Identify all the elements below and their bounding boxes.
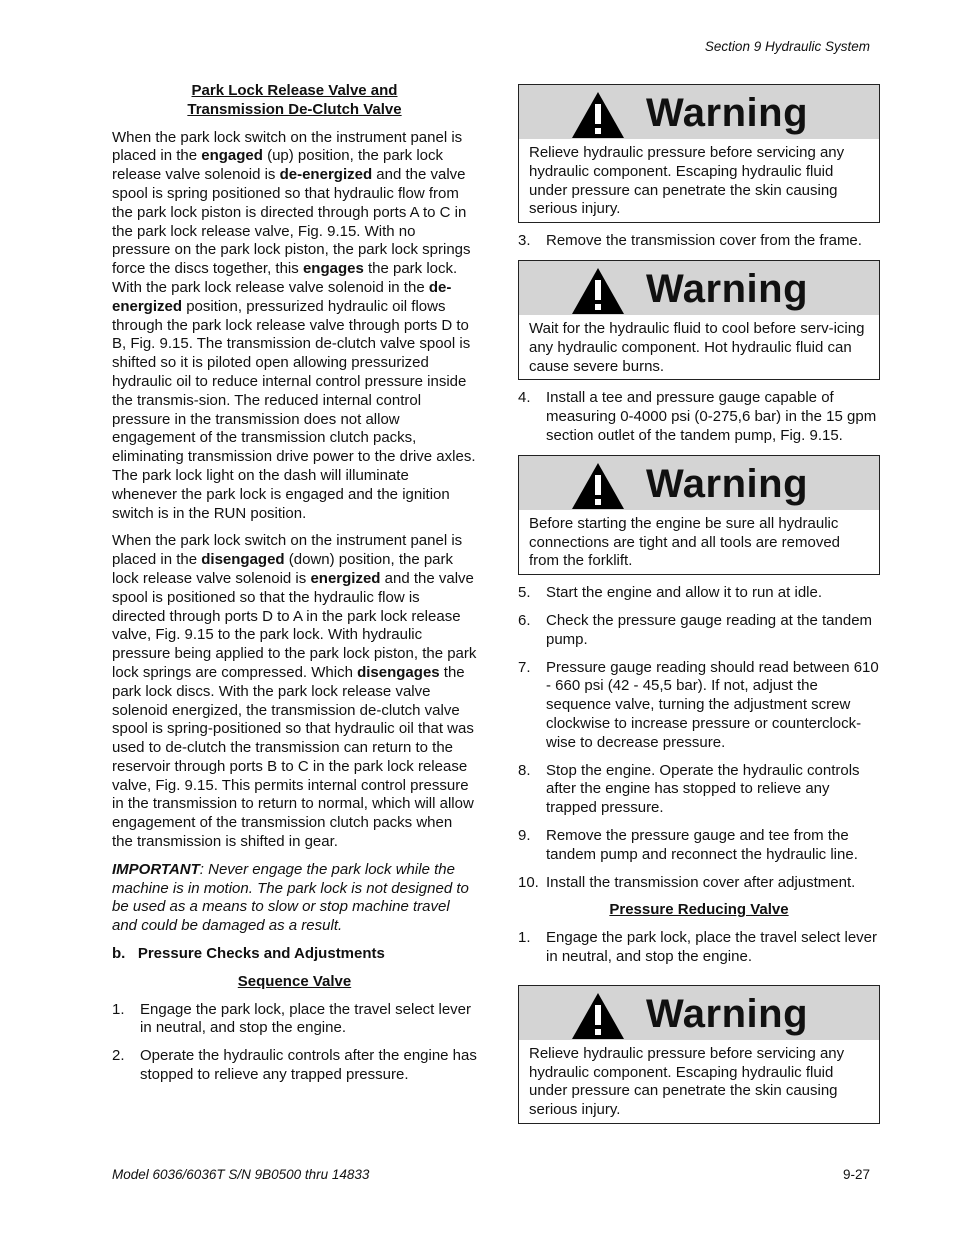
text-run: : Never engage the park lock while the machine is in motion. The park lock is not designed to be used as a means to slow or stop machine travel and could be damaged as a result. <box>112 860 469 935</box>
warning-box <box>518 260 880 380</box>
warning-box <box>518 985 880 1124</box>
step-text: Remove the transmission cover from the frame. <box>546 232 862 250</box>
step-item <box>518 389 880 445</box>
warning-text: Wait for the hydraulic fluid to cool before serv-icing any hydraulic component. Hot hydraulic fluid can cause severe burns. <box>529 319 865 375</box>
model-footer: Model 6036/6036T S/N 9B0500 thru 14833 <box>112 1167 370 1182</box>
step-number: 8. <box>518 761 531 779</box>
step-item <box>518 612 880 650</box>
step-number: 5. <box>518 584 531 602</box>
warning-triangle-icon <box>571 992 625 1040</box>
text-run: and the valve spool is positioned so that the hydraulic flow is directed through ports D to A in the park lock release valve, Fig. 9.15 to the park lock. With hydraulic pressure being applied to the park lock piston, the park lock springs are compressed. Which <box>112 569 477 681</box>
step-item <box>518 584 880 603</box>
bold-term: de-energized <box>112 278 452 315</box>
section-header: Section 9 Hydraulic System <box>704 39 870 54</box>
text-run: When the park lock switch on the instrument panel is placed in the <box>112 532 463 569</box>
step-number: 3. <box>518 232 531 250</box>
warning-text: Relieve hydraulic pressure before servicing any hydraulic component. Escaping hydraulic fluid under pressure can penetrate the skin causing serious injury. <box>529 1044 845 1119</box>
step-number: 9. <box>518 826 531 844</box>
sequence-valve-heading: Sequence Valve <box>237 972 352 990</box>
warning-triangle-icon <box>571 267 625 315</box>
pressure-checks-heading: b. Pressure Checks and Adjustments <box>112 945 385 963</box>
text-run: the park lock discs. With the park lock release valve solenoid energized, the transmission de-clutch valve spool is spring-positioned so that hydraulic oil that was used to de-clutch the transmission can return to the reservoir through ports B to C in the park lock release valve, Fig. 9.15. This permits internal control pressure in the transmission to return to normal, which will allow engagement of the transmission clutch packs when the transmission is shifted in gear. <box>112 663 474 851</box>
left-column <box>112 82 477 1094</box>
bold-term: engaged <box>201 147 263 165</box>
pressure-reducing-heading: Pressure Reducing Valve <box>609 901 789 919</box>
text-run: and the valve spool is spring positioned so that hydraulic flow from the park lock piston is directed through ports A to C in the park lock release valve, Fig. 9.15. With no pressure on the park lock piston, the park lock springs force the discs together, this <box>112 166 471 278</box>
step-number: 7. <box>518 658 531 676</box>
warning-banner <box>519 85 879 139</box>
text-run: (up) position, the park lock release valve solenoid is <box>112 147 444 184</box>
step-text: Check the pressure gauge reading at the tandem pump. <box>546 611 873 648</box>
step-item <box>518 929 880 967</box>
heading-line-2: Transmission De-Clutch Valve <box>187 100 402 118</box>
warning-title: Warning <box>646 91 808 135</box>
step-text: Install the transmission cover after adjustment. <box>546 873 856 891</box>
bold-term: disengages <box>357 663 440 681</box>
step-text: Install a tee and pressure gauge capable of measuring 0-4000 psi (0-275,6 bar) in the 15 gpm section outlet of the tandem pump, Fig. 9.15. <box>546 389 877 444</box>
warning-banner <box>519 261 879 315</box>
step-item <box>518 827 880 865</box>
text-run: the park lock. With the park lock release valve solenoid in the <box>112 260 458 296</box>
bold-term: engages <box>302 260 364 278</box>
step-text: Start the engine and allow it to run at idle. <box>546 584 823 602</box>
warning-text: Before starting the engine be sure all hydraulic connections are tight and all tools are removed from the forklift. <box>529 514 841 570</box>
step-text: Engage the park lock, place the travel select lever in neutral, and stop the engine. <box>546 929 878 965</box>
bold-term: disengaged <box>201 551 285 569</box>
disengaged-paragraph <box>112 532 477 852</box>
important-note <box>112 861 477 936</box>
warning-title: Warning <box>646 991 808 1036</box>
text-run: When the park lock switch on the instrument panel is placed in the <box>112 128 463 165</box>
park-lock-heading <box>112 82 477 120</box>
warning-box <box>518 455 880 575</box>
engaged-paragraph <box>112 129 477 524</box>
step-number: 6. <box>518 611 531 629</box>
step-item <box>518 659 880 753</box>
text-run: (down) position, the park lock release valve solenoid is <box>112 551 454 587</box>
warning-banner <box>519 456 879 510</box>
step-item <box>112 1001 477 1039</box>
page-number: 9-27 <box>842 1167 870 1182</box>
text-run: position, pressurized hydraulic oil flows through the park lock release valve through ports D to B, Fig. 9.15. The transmission de-clutch valve spool is shifted so it is piloted open allowing pressurized hydraulic oil to reduce internal control pressure inside the transmis-sion. The reduced internal control pressure in the transmission does not allow engagement of the transmission clutch packs, eliminating transmission drive power to the drive axles. The park lock light on the dash will illuminate whenever the park lock is engaged and the ignition switch is in the RUN position. <box>112 297 476 522</box>
warning-title: Warning <box>646 461 808 506</box>
step-item <box>112 1047 477 1085</box>
bold-term: de-energized <box>279 166 373 184</box>
step-text: Stop the engine. Operate the hydraulic controls after the engine has stopped to relieve any trapped pressure. <box>546 761 860 817</box>
warning-triangle-icon <box>571 91 625 139</box>
step-text: Pressure gauge reading should read between 610 - 660 psi (42 - 45,5 bar). If not, adjust the sequence valve, turning the adjustment screw clockwise to increase pressure or counterclock-wise to decrease pressure. <box>546 658 879 751</box>
bold-term: energized <box>310 569 381 587</box>
step-number: 2. <box>112 1047 125 1065</box>
warning-text: Relieve hydraulic pressure before servicing any hydraulic component. Escaping hydraulic fluid under pressure can penetrate the skin causing serious injury. <box>529 144 845 218</box>
step-item <box>518 232 880 251</box>
step-number: 1. <box>518 929 531 947</box>
heading-line-1: Park Lock Release Valve and <box>191 82 398 99</box>
warning-triangle-icon <box>571 462 625 510</box>
warning-banner <box>519 986 879 1040</box>
step-number: 1. <box>112 1000 125 1018</box>
warning-title: Warning <box>646 266 808 311</box>
step-number: 10. <box>518 873 539 891</box>
warning-box <box>518 84 880 223</box>
step-item <box>518 874 880 893</box>
bold-term: IMPORTANT <box>112 860 200 878</box>
step-text: Operate the hydraulic controls after the engine has stopped to relieve any trapped pressure. <box>140 1047 477 1084</box>
step-text: Engage the park lock, place the travel select lever in neutral, and stop the engine. <box>140 1000 472 1037</box>
step-text: Remove the pressure gauge and tee from the tandem pump and reconnect the hydraulic line. <box>546 826 858 863</box>
step-item <box>518 762 880 818</box>
right-column <box>518 84 880 1133</box>
step-number: 4. <box>518 389 531 407</box>
